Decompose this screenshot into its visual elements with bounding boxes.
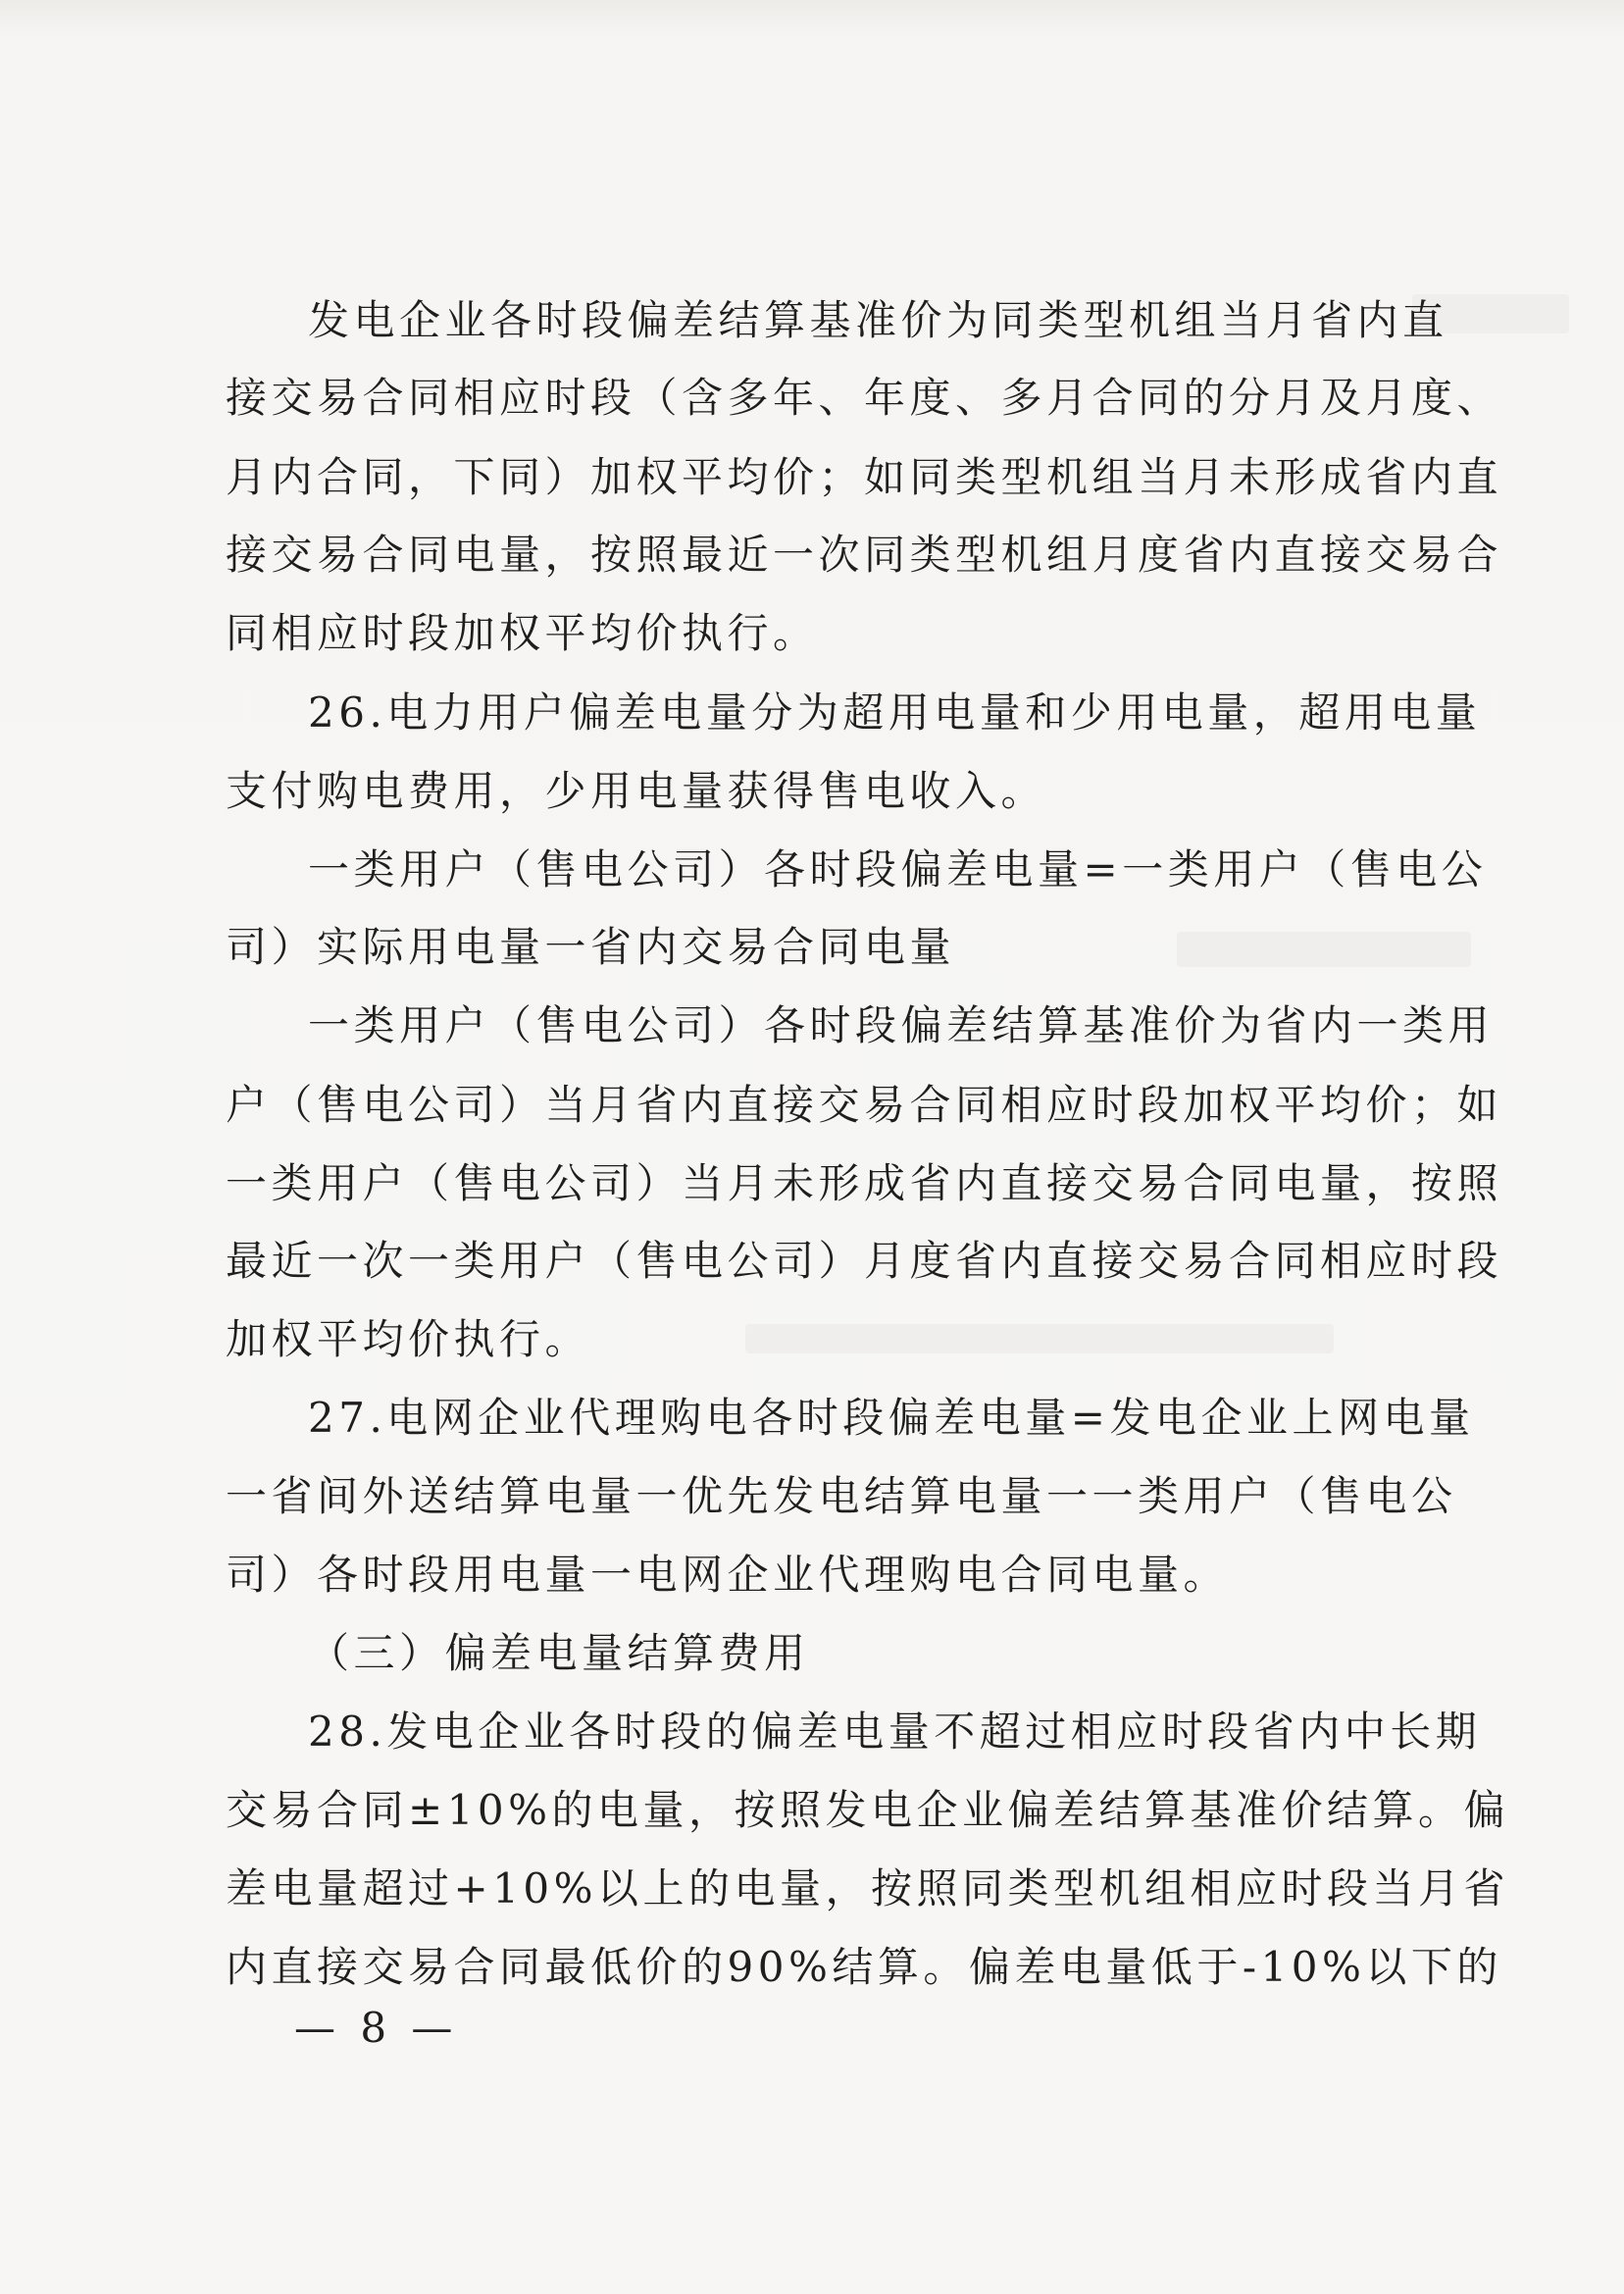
paragraph-line: 最近一次一类用户（售电公司）月度省内直接交易合同相应时段 bbox=[226, 1237, 1503, 1285]
section-heading: （三）偏差电量结算费用 bbox=[308, 1629, 810, 1677]
paragraph-line: 一类用户（售电公司）各时段偏差电量=一类用户（售电公 bbox=[308, 845, 1488, 893]
paragraph-line: 接交易合同相应时段（含多年、年度、多月合同的分月及月度、 bbox=[226, 374, 1503, 422]
paragraph-line: 28.发电企业各时段的偏差电量不超过相应时段省内中长期 bbox=[308, 1708, 1482, 1756]
paragraph-line: 司）各时段用电量一电网企业代理购电合同电量。 bbox=[226, 1551, 1230, 1599]
paragraph-line: 一省间外送结算电量一优先发电结算电量一一类用户（售电公 bbox=[226, 1472, 1457, 1520]
paragraph-line: 交易合同±10%的电量，按照发电企业偏差结算基准价结算。偏 bbox=[226, 1786, 1510, 1834]
page-number: — 8 — bbox=[294, 2004, 459, 2052]
paragraph-line: 接交易合同电量，按照最近一次同类型机组月度省内直接交易合 bbox=[226, 531, 1503, 579]
paragraph-line: 内直接交易合同最低价的90%结算。偏差电量低于-10%以下的 bbox=[226, 1943, 1502, 1991]
bleed-through-mark bbox=[745, 1324, 1334, 1353]
paragraph-line: 一类用户（售电公司）各时段偏差结算基准价为省内一类用 bbox=[308, 1001, 1495, 1049]
paragraph-line: 27.电网企业代理购电各时段偏差电量=发电企业上网电量 bbox=[308, 1394, 1475, 1442]
paragraph-line: 户（售电公司）当月省内直接交易合同相应时段加权平均价；如 bbox=[226, 1081, 1503, 1129]
paragraph-line: 加权平均价执行。 bbox=[226, 1315, 591, 1363]
paragraph-line: 支付购电费用，少用电量获得售电收入。 bbox=[226, 767, 1047, 815]
paragraph-line: 司）实际用电量一省内交易合同电量 bbox=[226, 923, 956, 971]
paragraph-line: 月内合同，下同）加权平均价；如同类型机组当月未形成省内直 bbox=[226, 453, 1503, 501]
paragraph-line: 26.电力用户偏差电量分为超用电量和少用电量，超用电量 bbox=[308, 688, 1482, 737]
paragraph-line: 差电量超过+10%以上的电量，按照同类型机组相应时段当月省 bbox=[226, 1864, 1510, 1912]
bleed-through-mark bbox=[1177, 932, 1471, 967]
paragraph-line: 一类用户（售电公司）当月未形成省内直接交易合同电量，按照 bbox=[226, 1159, 1503, 1207]
paragraph-line: 同相应时段加权平均价执行。 bbox=[226, 609, 819, 657]
paragraph-line: 发电企业各时段偏差结算基准价为同类型机组当月省内直 bbox=[308, 296, 1448, 344]
